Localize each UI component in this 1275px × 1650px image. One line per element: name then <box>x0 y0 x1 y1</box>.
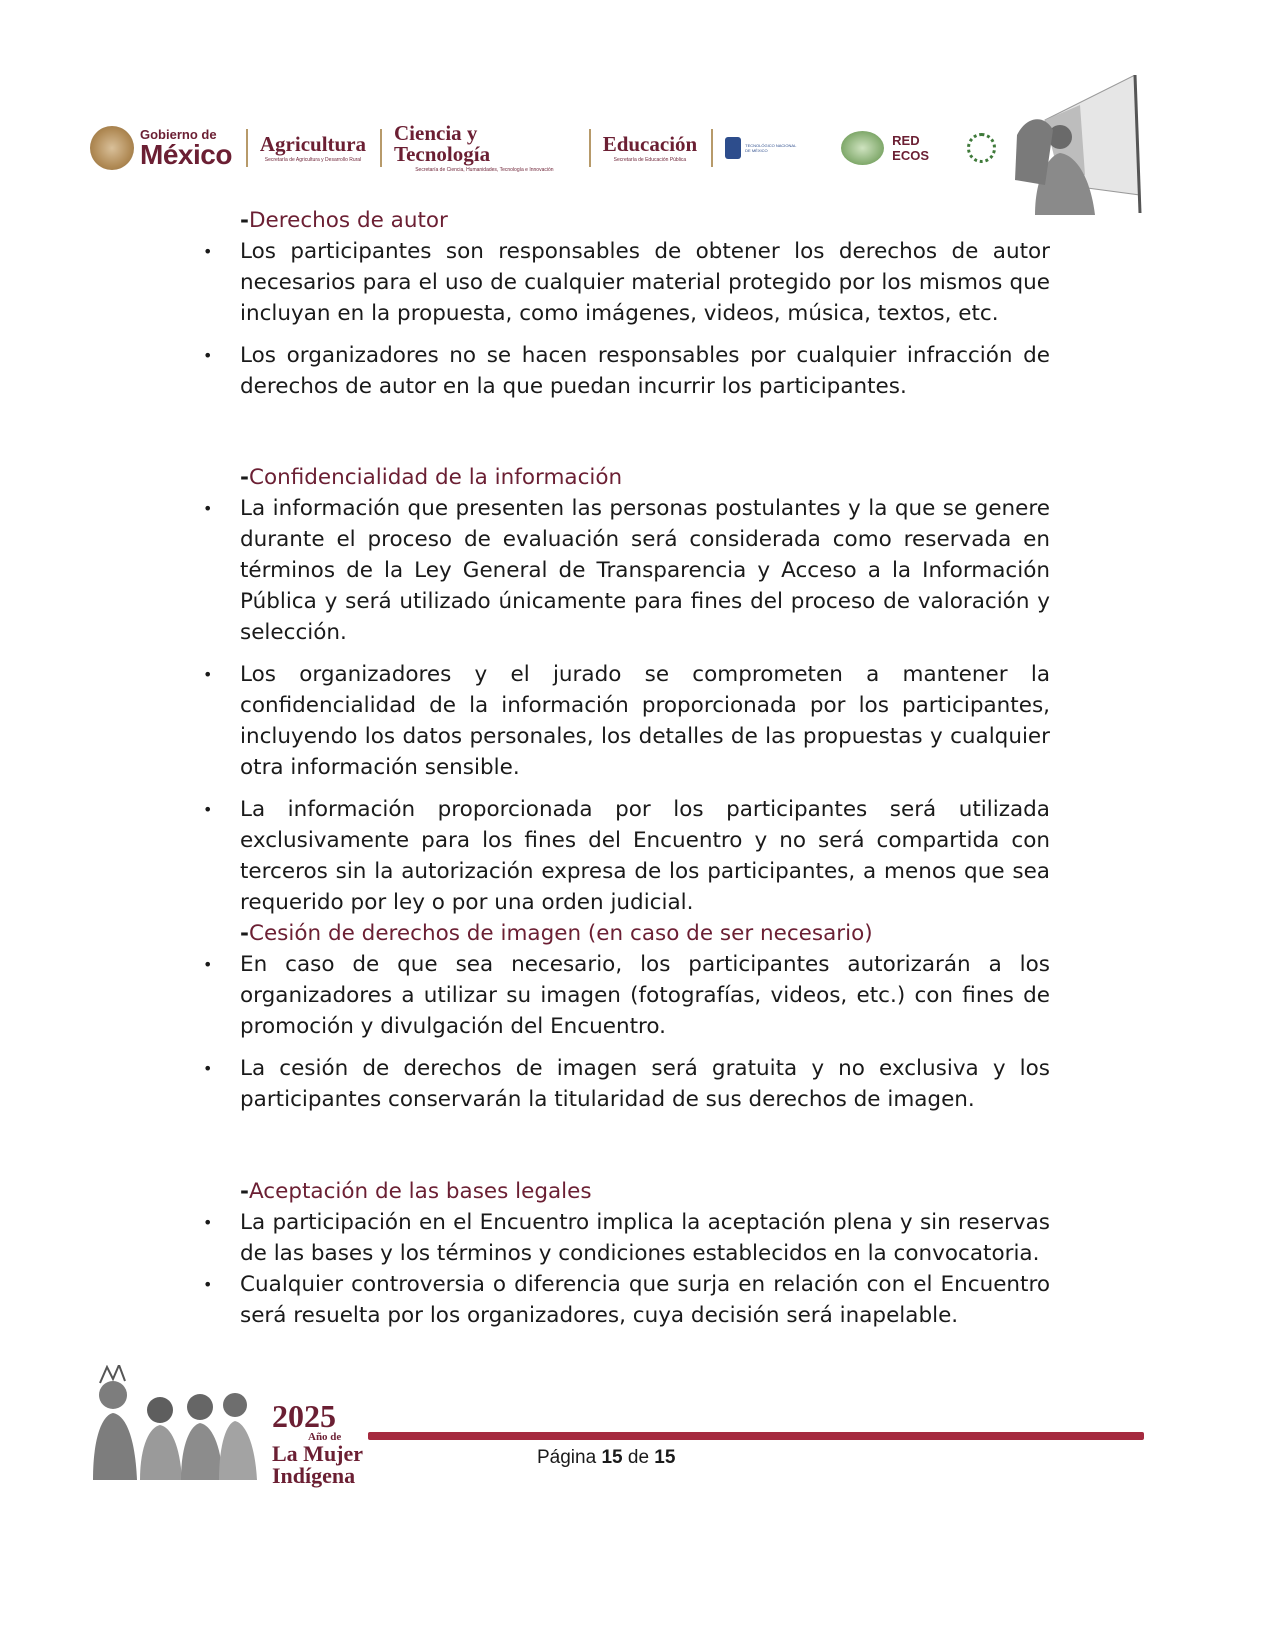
gobierno-line1: Gobierno de <box>140 126 217 142</box>
ciencia-name: Ciencia y Tecnología <box>394 121 491 166</box>
page-total: 15 <box>654 1447 676 1468</box>
divider <box>246 129 248 167</box>
ciencia-sub: Secretaría de Ciencia, Humanidades, Tecnología e Innovación <box>415 167 554 173</box>
page-of: de <box>627 1447 650 1468</box>
tecnm-text: TECNOLÓGICO NACIONAL DE MÉXICO <box>745 143 797 153</box>
page-number <box>537 1447 675 1469</box>
section-confidencialidad <box>200 462 1050 918</box>
woman-with-flag-illustration <box>1005 75 1145 215</box>
red-ecos-logo <box>841 131 996 165</box>
heading-title: Cesión de derechos de imagen (en caso de ser necesario) <box>248 921 873 946</box>
logo-ano-de: Año de <box>308 1431 342 1443</box>
list-item: • En caso de que sea necesario, los participantes autorizarán a los organizadores a utilizar su imagen (fotografías, videos, etc.) con fines de promoción y divulgación del Encuentro. <box>200 949 1050 1042</box>
list-item: • La cesión de derechos de imagen será gratuita y no exclusiva y los participantes conservarán la titularidad de sus derechos de imagen. <box>200 1053 1050 1115</box>
list-item: • La participación en el Encuentro implica la aceptación plena y sin reservas de las bases y los términos y condiciones establecidos en la convocatoria. <box>200 1207 1050 1269</box>
educacion-sub: Secretaría de Educación Pública <box>613 156 687 163</box>
section-derechos-autor <box>200 205 1050 402</box>
heading-dash: - <box>240 921 249 946</box>
section-cesion-imagen <box>200 918 1050 1115</box>
divider <box>380 129 382 167</box>
bullet-list <box>200 1207 1050 1331</box>
red-ecos-text: RED ECOS <box>892 133 930 163</box>
list-item: • La información proporcionada por los participantes será utilizada exclusivamente para los fines del Encuentro y no será compartida con terceros sin la autorización expresa de los participantes, a menos que sea requerido por ley o por una orden judicial. <box>200 794 1050 918</box>
divider <box>711 129 713 167</box>
heading-dash: - <box>240 465 249 490</box>
gobierno-mexico-logo <box>90 126 232 170</box>
heading-dash: - <box>240 1179 249 1204</box>
year-women-indigenous-logo <box>272 1400 363 1487</box>
page-label: Página <box>537 1447 597 1468</box>
heading-title: Aceptación de las bases legales <box>248 1179 592 1204</box>
list-item: • La información que presenten las personas postulantes y la que se genere durante el proceso de evaluación será considerada como reservada en términos de la Ley General de Transparencia y Acceso a la Información Pública y será utilizado únicamente para fines del proceso de valoración y selección. <box>200 493 1050 648</box>
section-heading <box>200 918 1050 949</box>
heading-title: Derechos de autor <box>248 208 448 233</box>
document-body <box>200 205 1050 1331</box>
tecnm-logo <box>725 137 799 159</box>
agricultura-name: Agricultura <box>259 131 367 156</box>
ecos-map-icon <box>841 131 884 165</box>
tecnm-icon <box>725 137 741 159</box>
bullet-list <box>200 236 1050 402</box>
ciencia-tecnologia-logo <box>394 123 575 173</box>
list-item: • Cualquier controversia o diferencia que surja en relación con el Encuentro será resuelta por los organizadores, cuya decisión será inapelable. <box>200 1269 1050 1331</box>
section-heading <box>200 462 1050 493</box>
gobierno-line2: México <box>140 138 232 170</box>
list-item: • Los organizadores no se hacen responsables por cualquier infracción de derechos de autor en la que puedan incurrir los participantes. <box>200 340 1050 402</box>
list-item: • Los organizadores y el jurado se comprometen a mantener la confidencialidad de la información proporcionada por los participantes, incluyendo los datos personales, los detalles de las propuestas y cualquier otra información sensible. <box>200 659 1050 783</box>
agricultura-sub: Secretaría de Agricultura y Desarrollo Rural <box>264 156 362 163</box>
page-current: 15 <box>601 1447 623 1468</box>
bullet-list <box>200 949 1050 1115</box>
agricultura-logo <box>259 131 367 163</box>
bullet-list <box>200 493 1050 918</box>
header-logos <box>90 118 1010 178</box>
divider <box>589 129 591 167</box>
list-item: • Los participantes son responsables de obtener los derechos de autor necesarios para el uso de cualquier material protegido por los mismos que incluyan en la propuesta, como imágenes, videos, música, textos, etc. <box>200 236 1050 329</box>
logo-la-mujer: La Mujer <box>272 1441 364 1466</box>
footer-divider <box>368 1432 1144 1440</box>
logo-indigena: Indígena <box>272 1463 356 1488</box>
educacion-logo <box>602 131 698 163</box>
ecos-badge-icon <box>967 133 996 163</box>
section-heading <box>200 205 1050 236</box>
logo-year: 2025 <box>272 1398 336 1434</box>
educacion-name: Educación <box>602 131 698 156</box>
section-aceptacion <box>200 1176 1050 1331</box>
heading-dash: - <box>240 208 249 233</box>
heading-title: Confidencialidad de la información <box>248 465 623 490</box>
section-heading <box>200 1176 1050 1207</box>
indigenous-women-illustration <box>85 1365 265 1480</box>
mexico-seal-icon <box>90 126 134 170</box>
